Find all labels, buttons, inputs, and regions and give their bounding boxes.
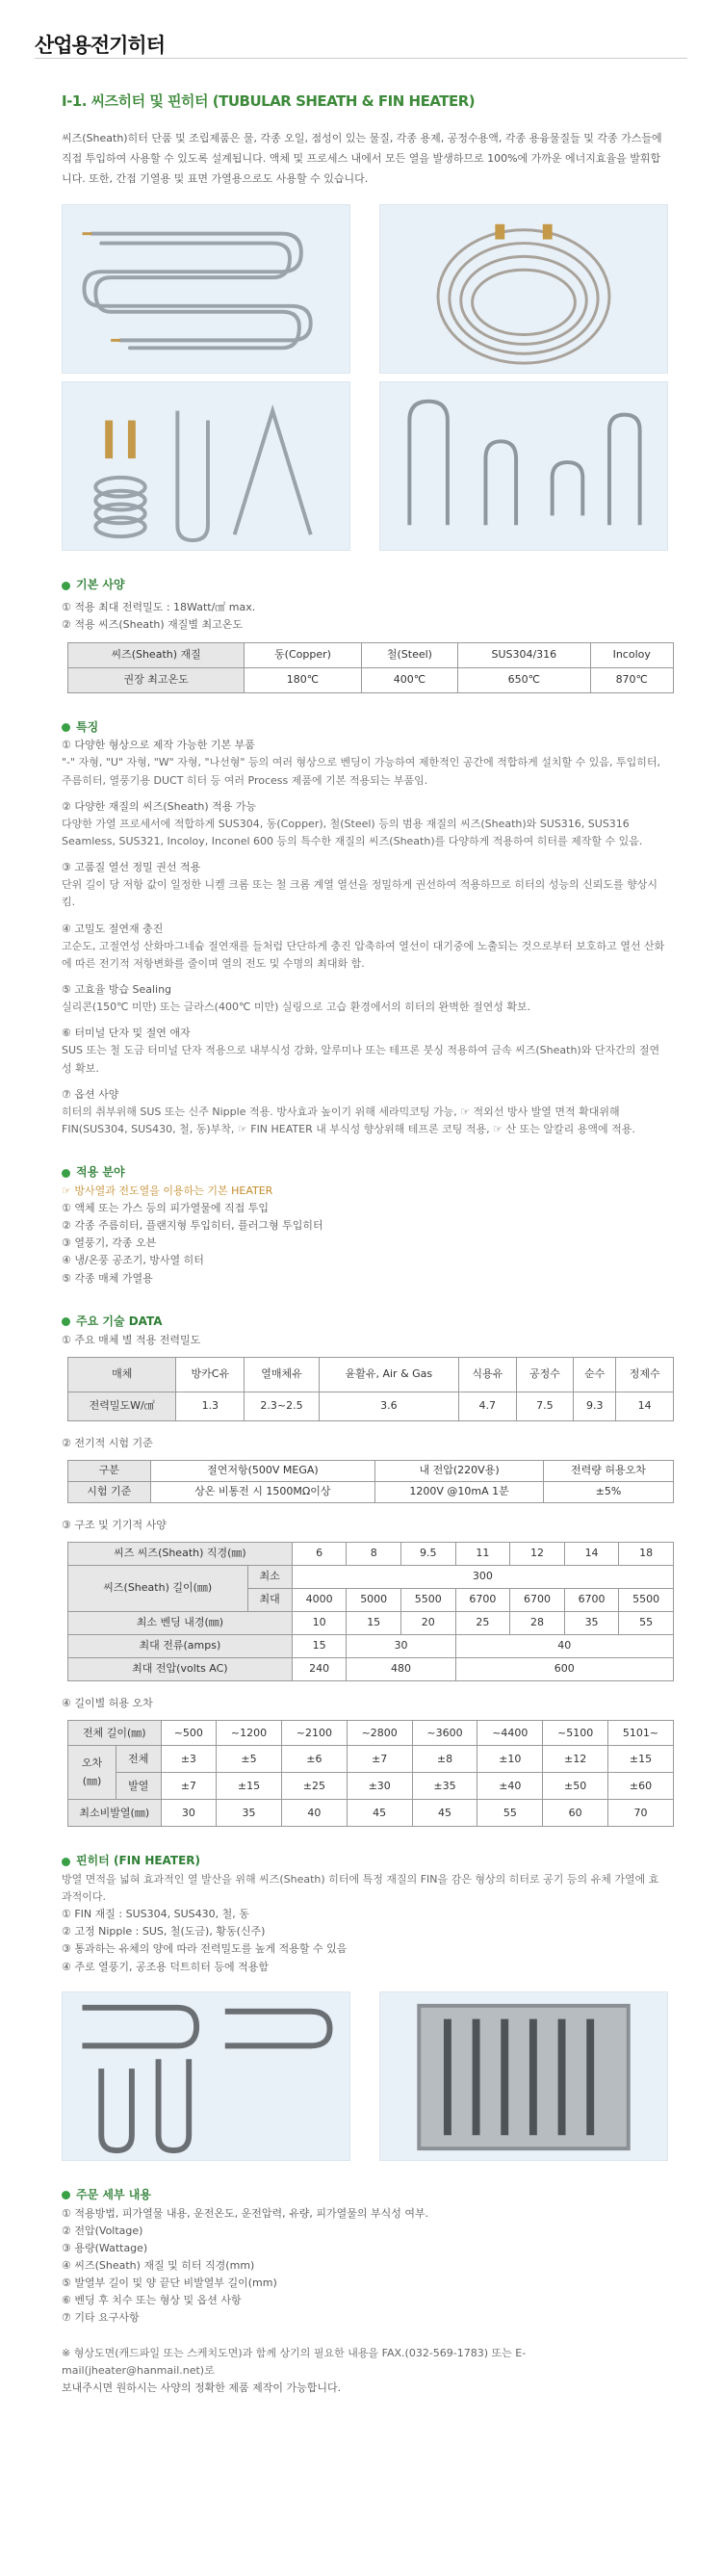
table-header-cell: 씨즈(Sheath) 재질 — [68, 642, 245, 667]
table-cell: 70 — [608, 1800, 674, 1827]
table-row-label: 오차 (㎜) — [68, 1746, 116, 1800]
table-cell: ±7 — [347, 1746, 412, 1773]
table-cell: 35 — [564, 1611, 619, 1634]
features-heading — [62, 718, 668, 738]
table-cell: 12 — [510, 1542, 565, 1565]
table-cell: 14 — [616, 1392, 674, 1420]
green-dot-bullet-icon — [62, 1169, 70, 1178]
application-item: ① 액체 또는 가스 등의 피가열물에 직접 투입 — [62, 1202, 269, 1215]
feature-6-head: ⑥ 터미널 단자 및 절연 애자 — [62, 1027, 191, 1040]
table-cell: ±10 — [477, 1746, 543, 1773]
table-header-cell: 절연저항(500V MEGA) — [150, 1460, 375, 1481]
green-dot-bullet-icon — [62, 582, 70, 590]
table-header-cell: 매체 — [68, 1357, 176, 1392]
table-cell: 6700 — [455, 1588, 510, 1611]
applications-title: 적용 분야 — [76, 1165, 125, 1180]
table-cell: 4.7 — [458, 1392, 516, 1420]
order-item: ② 전압(Voltage) — [62, 2224, 143, 2237]
table-row-label: 최소 벤딩 내경(㎜) — [68, 1611, 293, 1634]
feature-7-head: ⑦ 옵션 사양 — [62, 1087, 119, 1101]
table-cell: 35 — [217, 1800, 282, 1827]
order-note-line-2: 보내주시면 원하시는 사양의 정확한 제품 제작이 가능합니다. — [62, 2381, 342, 2394]
green-dot-bullet-icon — [62, 723, 70, 732]
basic-line-1: ① 적용 최대 전력밀도 : 18Watt/㎠ max. — [62, 601, 256, 614]
feature-5-body: 실리콘(150℃ 미만) 또는 글라스(400℃ 미만) 실링으로 고습 환경에서의 히터의 완벽한 절연성 확보. — [62, 1001, 531, 1014]
table-cell: 25 — [455, 1611, 510, 1634]
table-cell: 14 — [564, 1542, 619, 1565]
table-row-label: 최대 전류(amps) — [68, 1634, 293, 1657]
feature-6-body: SUS 또는 철 도금 터미널 단자 적용으로 내부식성 강화, 알루미나 또는 테프론 붓싱 적용하여 금속 씨즈(Sheath)와 단자간의 절연성 확보. — [62, 1044, 660, 1075]
basic-spec-title: 기본 사양 — [76, 578, 125, 592]
table-row-label: 전력밀도W/㎠ — [68, 1392, 176, 1420]
fin-item: ④ 주로 열풍기, 공조용 덕트히터 등에 적용함 — [62, 1960, 269, 1973]
application-item: ② 각종 주름히터, 플랜지형 투입히터, 플러그형 투입히터 — [62, 1219, 323, 1233]
table-cell: 6700 — [564, 1588, 619, 1611]
table-cell: 650℃ — [458, 667, 590, 692]
table-cell: 30 — [347, 1634, 455, 1657]
table-cell: 55 — [619, 1611, 674, 1634]
table-cell: 20 — [400, 1611, 455, 1634]
table-cell: 8 — [347, 1542, 401, 1565]
table-header-cell: ~1200 — [217, 1721, 282, 1746]
table-header-cell: 공정수 — [516, 1357, 574, 1392]
fin-item: ③ 통과하는 유체의 양에 따라 전력밀도를 높게 적용할 수 있음 — [62, 1942, 348, 1956]
table-cell: 240 — [292, 1657, 347, 1680]
table-cell: 30 — [161, 1800, 217, 1827]
table-cell: 15 — [347, 1611, 401, 1634]
table-cell: 10 — [292, 1611, 347, 1634]
tech-table-4-title: ④ 길이별 허용 오차 — [62, 1696, 153, 1709]
table-cell: ±3 — [161, 1746, 217, 1773]
table-cell: ±6 — [281, 1746, 347, 1773]
tech-data-title: 주요 기술 DATA — [76, 1314, 163, 1328]
table-cell: 11 — [455, 1542, 510, 1565]
table-header-cell: 정제수 — [616, 1357, 674, 1392]
product-photos — [62, 204, 668, 551]
table-cell: 870℃ — [590, 667, 674, 692]
table-header-cell: 전력량 허용오차 — [543, 1460, 673, 1481]
table-cell: 5500 — [400, 1588, 455, 1611]
table-cell: ±40 — [477, 1773, 543, 1800]
table-cell: 9.5 — [400, 1542, 455, 1565]
table-cell: ±15 — [217, 1773, 282, 1800]
table-cell: ±60 — [608, 1773, 674, 1800]
feature-4-head: ④ 고밀도 절연재 충진 — [62, 922, 164, 935]
table-cell: 55 — [477, 1800, 543, 1827]
table-header-cell: SUS304/316 — [458, 642, 590, 667]
table-header-cell: 5101~ — [608, 1721, 674, 1746]
feature-2-head: ② 다양한 재질의 씨즈(Sheath) 적용 가능 — [62, 799, 257, 813]
table-cell: 7.5 — [516, 1392, 574, 1420]
fin-heater-description: 방열 면적을 넓혀 효과적인 열 발산을 위해 씨즈(Sheath) 히터에 특정 재질의 FIN을 감은 형상의 히터로 공기 등의 유체 가열에 효과적이다. — [62, 1872, 659, 1904]
table-row-label: 씨즈 씨즈(Sheath) 직경(㎜) — [68, 1542, 293, 1565]
table-row-label: 최대 — [247, 1588, 292, 1611]
table-row-label: 최대 전압(volts AC) — [68, 1657, 293, 1680]
table-header-cell: ~3600 — [412, 1721, 477, 1746]
table-cell: ±15 — [608, 1746, 674, 1773]
table-header-cell: 열매체유 — [245, 1357, 320, 1392]
table-header-cell: ~5100 — [543, 1721, 608, 1746]
photo-bent-heaters — [379, 381, 668, 551]
length-tolerance-table — [67, 1720, 674, 1827]
table-header-cell: 내 전압(220V용) — [375, 1460, 544, 1481]
tech-table-2-title: ② 전기적 시험 기준 — [62, 1436, 153, 1449]
table-cell: 1200V @10mA 1분 — [375, 1481, 544, 1502]
table-cell: 5500 — [619, 1588, 674, 1611]
table-cell: ±5% — [543, 1481, 673, 1502]
table-header-cell: 구분 — [68, 1460, 151, 1481]
table-header-cell: 윤활유, Air & Gas — [319, 1357, 458, 1392]
table-cell: ±25 — [281, 1773, 347, 1800]
order-item: ⑦ 기타 요구사항 — [62, 2311, 140, 2325]
table-row-label: 권장 최고온도 — [68, 667, 245, 692]
fin-item: ① FIN 재질 : SUS304, SUS430, 철, 동 — [62, 1908, 249, 1921]
table-cell: ±30 — [347, 1773, 412, 1800]
table-header-cell: 철(Steel) — [361, 642, 457, 667]
table-cell: 상온 비통전 시 1500MΩ이상 — [150, 1481, 375, 1502]
table-header-cell: 방카C유 — [176, 1357, 245, 1392]
structure-spec-table — [67, 1542, 674, 1681]
page-title: 산업용전기히터 — [35, 34, 166, 57]
table-cell: 6 — [292, 1542, 347, 1565]
order-note-line-1: ※ 형상도면(캐드파일 또는 스케치도면)과 함께 상기의 필요한 내용을 FAX.(032-569-1783) 또는 E-mail(jheater@hanmail.net)로 — [62, 2346, 527, 2377]
table-cell: ±8 — [412, 1746, 477, 1773]
green-dot-bullet-icon — [62, 1858, 70, 1866]
table-cell: 45 — [347, 1800, 412, 1827]
photo-coil-ring-heaters — [379, 204, 668, 374]
table-cell: 4000 — [292, 1588, 347, 1611]
table-cell: ±12 — [543, 1746, 608, 1773]
table-cell: 60 — [543, 1800, 608, 1827]
table-cell: 6700 — [510, 1588, 565, 1611]
table-header-cell: Incoloy — [590, 642, 674, 667]
feature-7-body: 히터의 취부위해 SUS 또는 신주 Nipple 적용. 방사효과 높이기 위해 세라믹코팅 가능, ☞ 적외선 방사 발열 면적 확대위해 FIN(SUS304, SUS430, 철, 동)부착, ☞ FIN HEATER 내 부식성 향상위해 테프론 코팅 적용, ☞ 산 또는 알칼리 용액에 적용. — [62, 1105, 635, 1135]
tech-table-3-title: ③ 구조 및 기기적 사양 — [62, 1518, 167, 1531]
green-dot-bullet-icon — [62, 2191, 70, 2199]
feature-2-body: 다양한 가열 프로세서에 적합하게 SUS304, 동(Copper), 철(Steel) 등의 범용 재질의 씨즈(Sheath)와 SUS316, SUS316 Seamless, SUS321, Incoloy, Inconel 600 등의 특수한 재질의 씨즈(Sheath)를 다양하게 적용하여 히터를 제작할 수 있음. — [62, 817, 643, 847]
application-item: ⑤ 각종 매체 가열용 — [62, 1271, 153, 1285]
order-item: ③ 용량(Wattage) — [62, 2241, 148, 2254]
electrical-test-table — [67, 1460, 674, 1503]
basic-line-2: ② 적용 씨즈(Sheath) 재질별 최고온도 — [62, 618, 244, 632]
fin-heater-photos — [62, 1991, 668, 2161]
applications-lead: ☞ 방사열과 전도열을 이용하는 기본 HEATER — [62, 1184, 273, 1197]
green-dot-bullet-icon — [62, 1317, 70, 1326]
section-title: Ⅰ-1. 씨즈히터 및 핀히터 (TUBULAR SHEATH & FIN HEATER) — [62, 92, 476, 110]
table-cell: 45 — [412, 1800, 477, 1827]
order-item: ① 적용방법, 피가열물 내용, 운전온도, 운전압력, 유량, 피가열물의 부식성 여부. — [62, 2206, 429, 2220]
table-row-label: 최소비발열(㎜) — [68, 1800, 162, 1827]
table-cell: 3.6 — [319, 1392, 458, 1420]
order-details-heading — [62, 2186, 668, 2205]
fin-heater-title: 핀히터 (FIN HEATER) — [76, 1854, 201, 1868]
table-cell: 40 — [281, 1800, 347, 1827]
table-header-cell: ~500 — [161, 1721, 217, 1746]
feature-3-body: 단위 길이 당 저항 값이 일정한 니켈 크롬 또는 철 크롬 계열 열선을 정밀하게 권선하여 적용하므로 히터의 성능의 신뢰도를 향상시킴. — [62, 878, 658, 909]
table-cell: 480 — [347, 1657, 455, 1680]
table-cell: 9.3 — [574, 1392, 616, 1420]
table-cell: 28 — [510, 1611, 565, 1634]
table-cell: 180℃ — [245, 667, 362, 692]
table-cell: ±50 — [543, 1773, 608, 1800]
content — [0, 90, 722, 2397]
intro-paragraph: 씨즈(Sheath)히터 단품 및 조립제품은 물, 각종 오일, 점성이 있는 물질, 각종 용제, 공정수용액, 각종 용융물질들 및 각종 가스들에 직접 투입하여 사용할 수 있도록 설계됩니다. 액체 및 프로세스 내에서 모든 열을 발생하므로 100%에 가까운 에너지효율을 발휘합니다. 또한, 간접 기열용 및 표면 가열용으로도 사용할 수 있습니다. — [62, 131, 662, 185]
table-cell: 2.3~2.5 — [245, 1392, 320, 1420]
application-item: ④ 냉/온풍 공조기, 방사열 히터 — [62, 1254, 204, 1267]
fin-heater-heading — [62, 1852, 668, 1871]
applications-heading — [62, 1163, 668, 1183]
feature-4-body: 고순도, 고절연성 산화마그네슘 절연재를 들처럼 단단하게 충진 압축하여 열선이 대기중에 노출되는 것으로부터 보호하고 열선 산화에 따른 전기적 저항변화를 줄이며 열의 전도 및 수명의 최대화 함. — [62, 939, 665, 970]
table-cell: 400℃ — [361, 667, 457, 692]
photo-fin-heater-elements — [62, 1991, 350, 2161]
table-cell: ±35 — [412, 1773, 477, 1800]
tech-table-1-title: ① 주요 매체 별 적용 전력밀도 — [62, 1333, 201, 1346]
features-title: 특징 — [76, 719, 99, 734]
table-cell: ±7 — [161, 1773, 217, 1800]
table-cell: 5000 — [347, 1588, 401, 1611]
order-details-title: 주문 세부 내용 — [76, 2187, 151, 2201]
table-header-cell: 순수 — [574, 1357, 616, 1392]
sheath-temp-table — [67, 642, 674, 693]
table-cell: 600 — [455, 1657, 673, 1680]
table-row-label: 최소 — [247, 1565, 292, 1588]
table-header-cell: ~2800 — [347, 1721, 412, 1746]
power-density-table — [67, 1357, 674, 1421]
application-item: ③ 열풍기, 각종 오븐 — [62, 1236, 157, 1250]
feature-5-head: ⑤ 고효율 방습 Sealing — [62, 982, 172, 996]
table-cell: ±5 — [217, 1746, 282, 1773]
table-cell: 40 — [455, 1634, 673, 1657]
order-item: ⑤ 발열부 길이 및 양 끝단 비발열부 길이(mm) — [62, 2277, 277, 2290]
table-cell: 1.3 — [176, 1392, 245, 1420]
photo-spiral-u-heaters — [62, 381, 350, 551]
table-header-cell: ~2100 — [281, 1721, 347, 1746]
order-item: ⑥ 벤딩 후 치수 또는 형상 및 옵션 사항 — [62, 2294, 242, 2307]
photo-fin-heater-duct — [379, 1991, 668, 2161]
table-row-label: 전체 길이(㎜) — [68, 1721, 162, 1746]
feature-3-head: ③ 고품질 열선 정밀 권선 적용 — [62, 861, 201, 874]
table-header-cell: 동(Copper) — [245, 642, 362, 667]
basic-spec-heading — [62, 576, 668, 595]
tech-data-heading — [62, 1313, 668, 1332]
table-row-label: 씨즈(Sheath) 길이(㎜) — [68, 1565, 248, 1611]
photo-serpentine-heater — [62, 204, 350, 374]
table-cell: 15 — [292, 1634, 347, 1657]
order-item: ④ 씨즈(Sheath) 재질 및 히터 직경(mm) — [62, 2258, 255, 2272]
table-header-cell: ~4400 — [477, 1721, 543, 1746]
table-row-label: 전체 — [116, 1746, 162, 1773]
table-header-cell: 식용유 — [458, 1357, 516, 1392]
feature-1-body: "-" 자형, "U" 자형, "W" 자형, "나선형" 등의 여러 형상으로 벤딩이 가능하여 제한적인 공간에 적합하게 설치할 수 있음, 투입히터, 주름히터, 열풍기용 DUCT 히터 등 여러 Process 제품에 기본 적용되는 부품임. — [62, 756, 660, 787]
feature-1-head: ① 다양한 형상으로 제작 가능한 기본 부품 — [62, 739, 255, 752]
fin-item: ② 고정 Nipple : SUS, 철(도금), 황동(신주) — [62, 1925, 266, 1939]
table-row-label: 시험 기준 — [68, 1481, 151, 1502]
table-row-label: 발열 — [116, 1773, 162, 1800]
table-cell: 300 — [292, 1565, 673, 1588]
table-cell: 18 — [619, 1542, 674, 1565]
